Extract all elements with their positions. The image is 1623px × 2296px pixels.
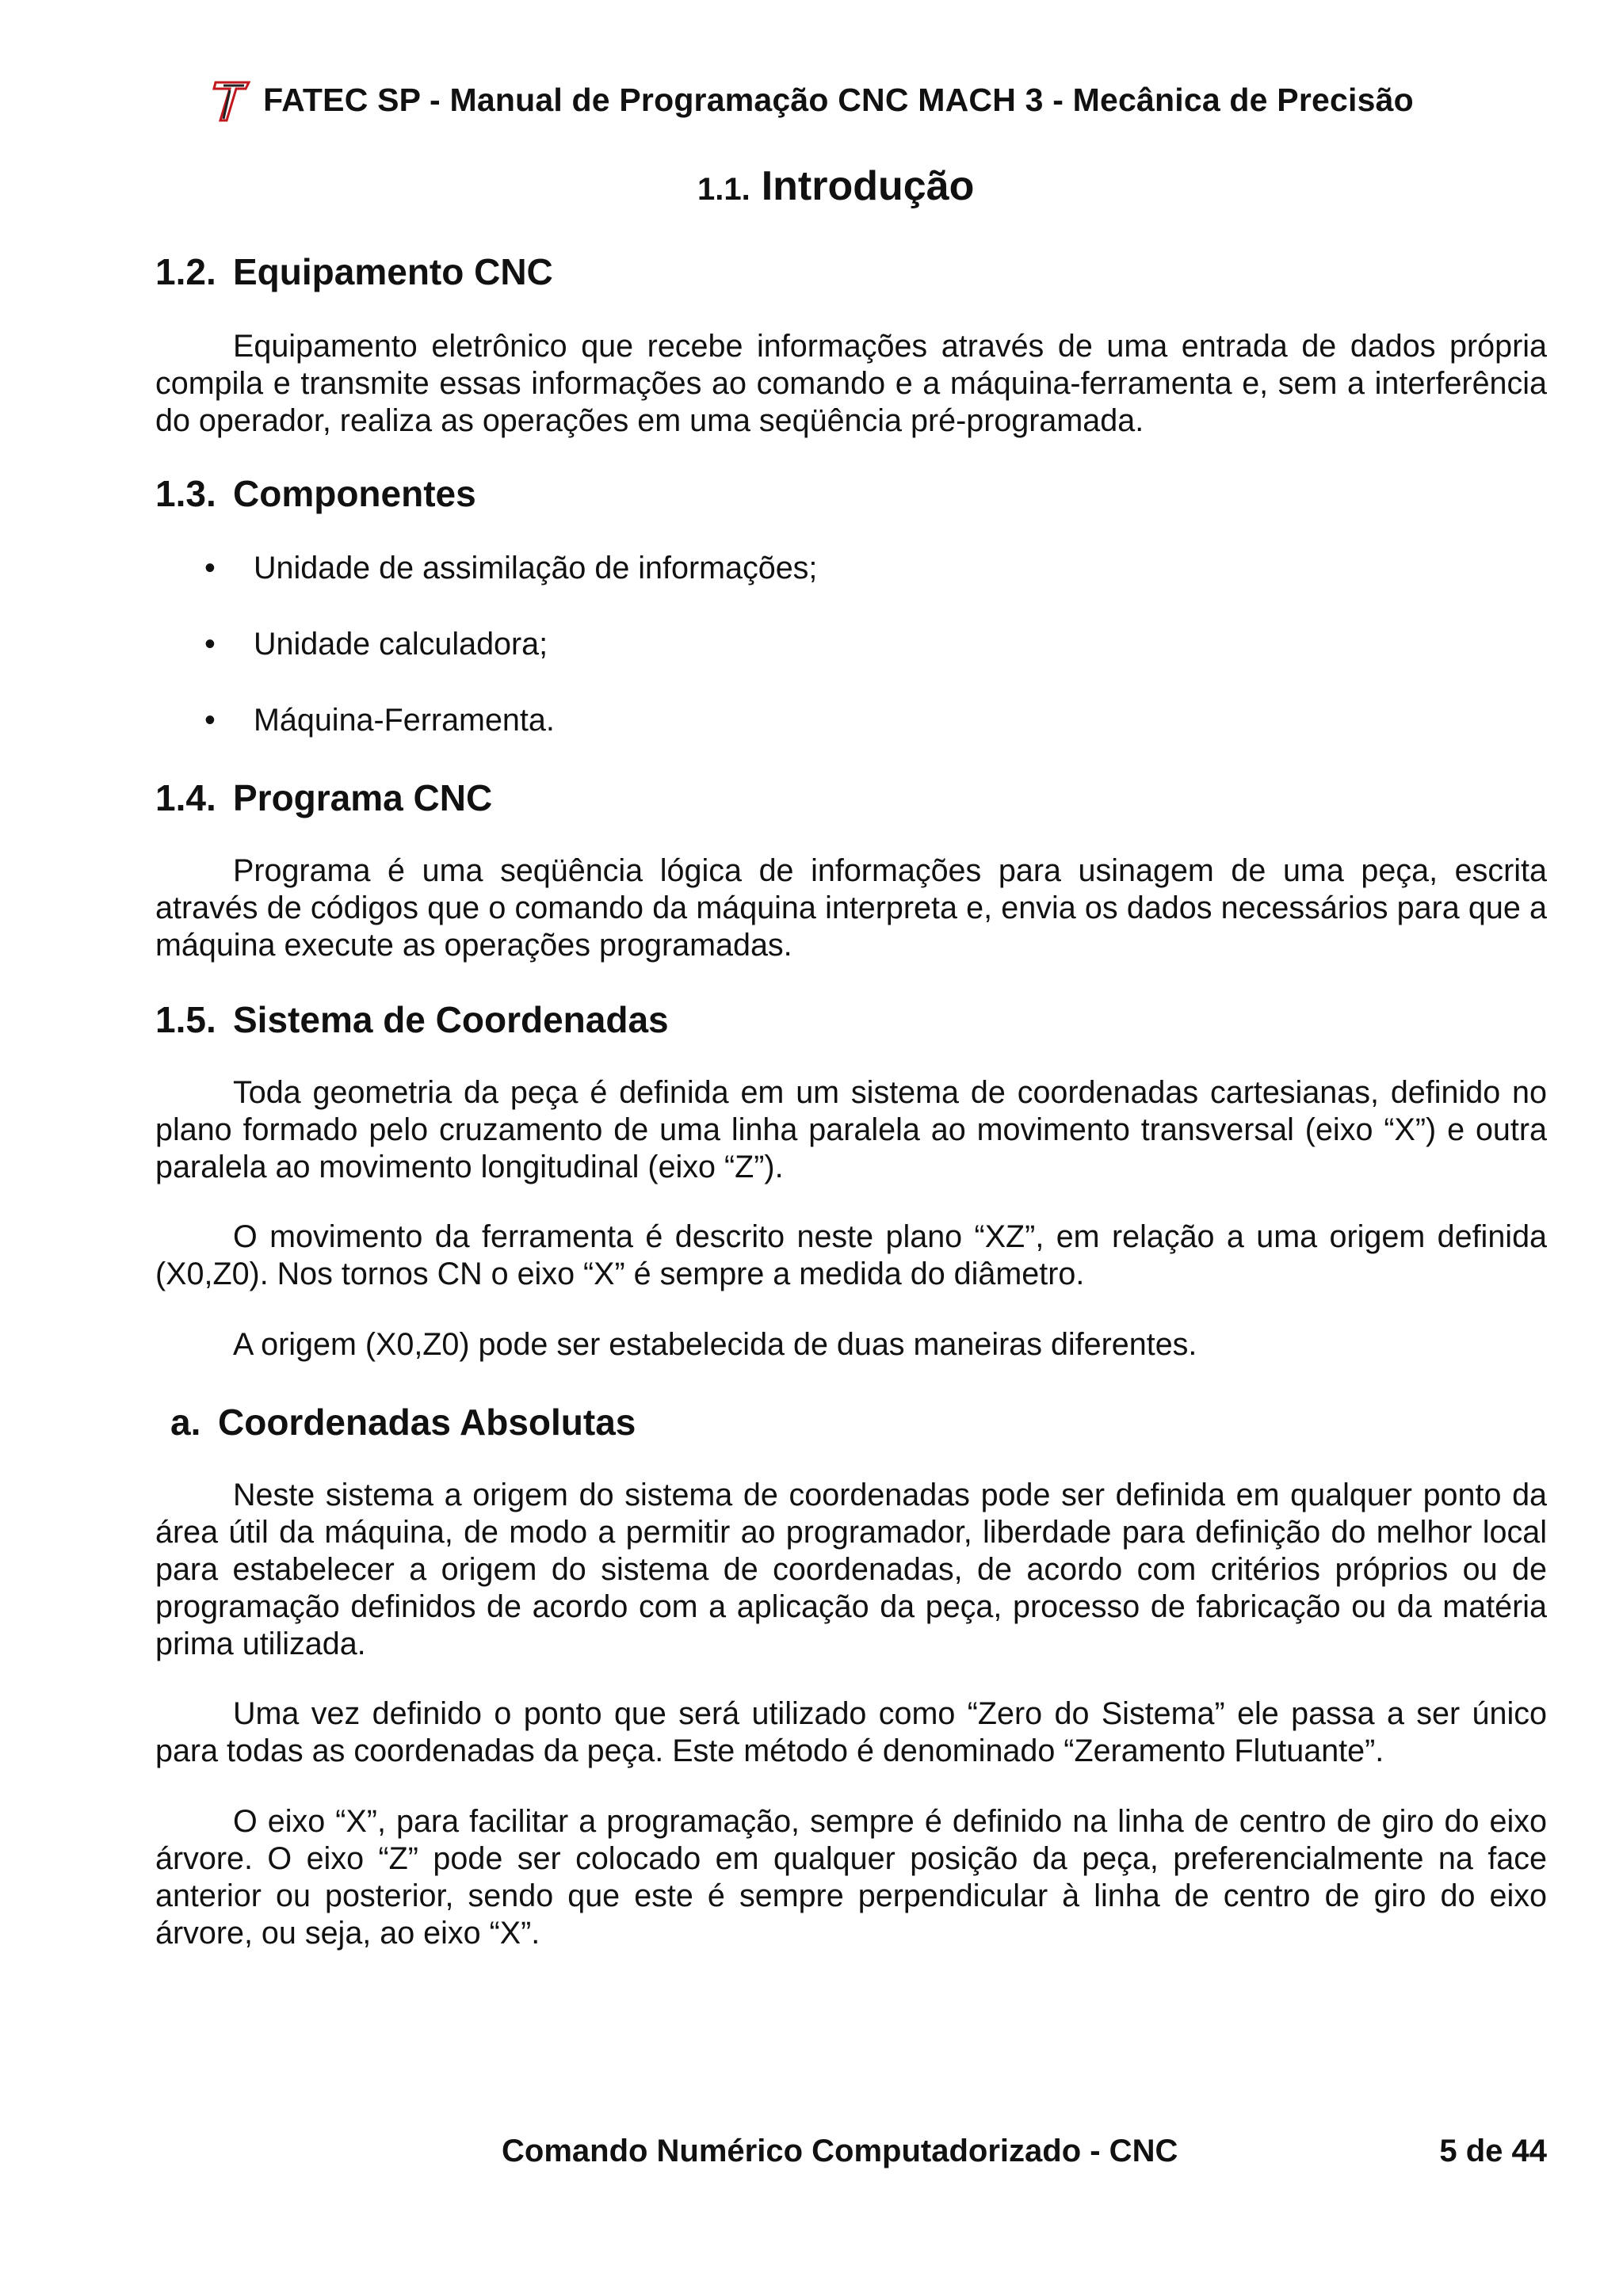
section-heading-coordenadas: [155, 998, 669, 1041]
paragraph-coordenadas-2: O movimento da ferramenta é descrito neste plano “XZ”, em relação a uma origem definida (X0,Z0). Nos tornos CN o eixo “X” é sempre a medida do diâmetro.: [155, 1219, 1547, 1291]
paragraph-absolutas-2: Uma vez definido o ponto que será utilizado como “Zero do Sistema” ele passa a ser único para todas as coordenadas da peça. Este método é denominado “Zeramento Flutuante”.: [155, 1696, 1547, 1768]
page-header: [0, 74, 1623, 125]
section-number: 1.1.: [697, 172, 750, 207]
section-number: 1.4.: [155, 777, 216, 818]
section-title: Componentes: [233, 473, 476, 514]
paragraph-equipamento: Equipamento eletrônico que recebe informações através de uma entrada de dados própria compila e transmite essas informações ao comando e a máquina-ferramenta e, sem a interferência do operador, realiza as operações em uma seqüência pré-programada.: [155, 329, 1547, 438]
header-title: FATEC SP - Manual de Programação CNC MACH 3 - Mecânica de Precisão: [263, 81, 1414, 118]
paragraph-absolutas-3: O eixo “X”, para facilitar a programação, sempre é definido na linha de centro de giro do eixo árvore. O eixo “Z” pode ser colocado em qualquer posição da peça, preferencialmente na face anterior ou posterior, sendo que este é sempre perpendicular à linha de centro de giro do eixo árvore, ou seja, ao eixo “X”.: [155, 1804, 1547, 1951]
list-item-text: Unidade calculadora;: [254, 627, 548, 662]
paragraph-coordenadas-3: A origem (X0,Z0) pode ser estabelecida de duas maneiras diferentes.: [233, 1327, 1197, 1362]
section-number: a.: [170, 1402, 201, 1443]
section-number: 1.2.: [155, 251, 216, 292]
paragraph-programa: Programa é uma seqüência lógica de informações para usinagem de uma peça, escrita através de códigos que o comando da máquina interpreta e, envia os dados necessários para que a máquina execute as operações programadas.: [155, 853, 1547, 963]
section-title: Introdução: [761, 163, 975, 209]
section-number: 1.5.: [155, 999, 216, 1040]
page-footer: [0, 2134, 1623, 2173]
footer-title: Comando Numérico Computadorizado - CNC: [502, 2134, 1178, 2168]
bullet-icon: •: [204, 551, 216, 585]
page-number: 5 de 44: [1439, 2134, 1547, 2168]
list-item-text: Máquina-Ferramenta.: [254, 703, 555, 738]
fatec-logo-icon: [209, 74, 254, 125]
paragraph-absolutas-1: Neste sistema a origem do sistema de coordenadas pode ser definida em qualquer ponto da área útil da máquina, de modo a permitir ao programador, liberdade para definição do melhor local para estabelecer a origem do sistema de coordenadas, de acordo com critérios próprios ou de programação definidos de acordo com a aplicação da peça, processo de fabricação ou da matéria prima utilizada.: [155, 1478, 1547, 1661]
section-title: Equipamento CNC: [233, 251, 553, 292]
section-heading-intro: [697, 162, 974, 210]
section-heading-componentes: [155, 472, 476, 515]
section-heading-equipamento: [155, 250, 553, 293]
bullet-icon: •: [204, 703, 216, 738]
section-heading-programa: [155, 776, 492, 819]
section-number: 1.3.: [155, 473, 216, 514]
list-item-text: Unidade de assimilação de informações;: [254, 551, 818, 585]
section-heading-absolutas: [170, 1401, 636, 1444]
section-title: Programa CNC: [233, 777, 493, 818]
bullet-icon: •: [204, 627, 216, 662]
paragraph-coordenadas-1: Toda geometria da peça é definida em um sistema de coordenadas cartesianas, definido no plano formado pelo cruzamento de uma linha paralela ao movimento transversal (eixo “X”) e outra paralela ao movimento longitudinal (eixo “Z”).: [155, 1075, 1547, 1184]
section-title: Coordenadas Absolutas: [218, 1402, 636, 1443]
section-title: Sistema de Coordenadas: [233, 999, 669, 1040]
